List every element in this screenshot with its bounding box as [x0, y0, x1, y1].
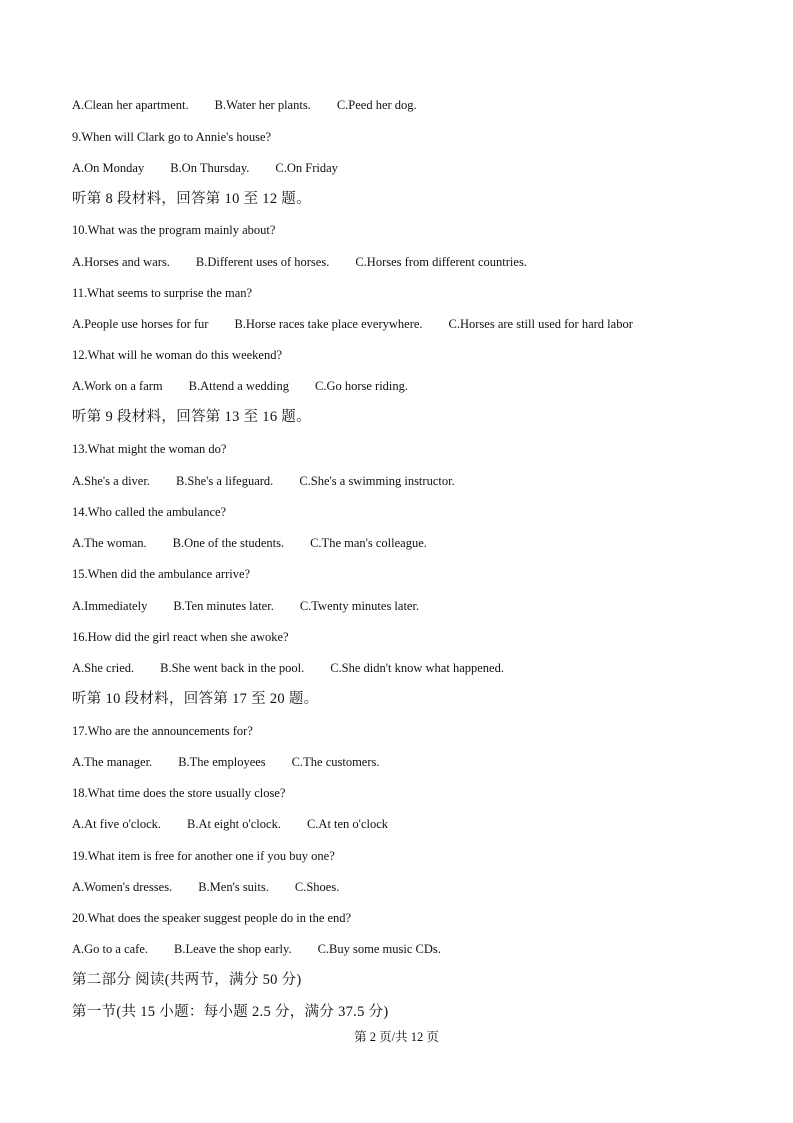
- question: 18.What time does the store usually close?: [72, 786, 286, 800]
- option: C.Buy some music CDs.: [317, 942, 441, 956]
- question: 20.What does the speaker suggest people do in the end?: [72, 911, 352, 925]
- option: C.The customers.: [291, 755, 380, 769]
- option: C.Twenty minutes later.: [299, 599, 420, 613]
- option: A.She cried.: [72, 661, 135, 675]
- section-heading: 听第 8 段材料，回答第 10 至 12 题。: [72, 191, 311, 207]
- options-row: [72, 879, 365, 895]
- question: 19.What item is free for another one if you buy one?: [72, 849, 335, 863]
- option: C.She's a swimming instructor.: [299, 474, 455, 488]
- question: 9.When will Clark go to Annie's house?: [72, 130, 272, 144]
- question: 10.What was the program mainly about?: [72, 223, 276, 237]
- options-row: [72, 378, 434, 394]
- part-heading: 第二部分 阅读(共两节，满分 50 分): [72, 972, 302, 988]
- question: 16.How did the girl react when she awoke?: [72, 630, 289, 644]
- option: A.Clean her apartment.: [72, 98, 189, 112]
- option: A.She's a diver.: [72, 474, 150, 488]
- question: 14.Who called the ambulance?: [72, 505, 227, 519]
- option: C.The man's colleague.: [310, 536, 427, 550]
- option: C.At ten o'clock: [306, 817, 389, 831]
- option: C.Horses from different countries.: [355, 255, 527, 269]
- option: A.Horses and wars.: [72, 255, 170, 269]
- option: A.The woman.: [72, 536, 147, 550]
- option: A.People use horses for fur: [72, 317, 209, 331]
- options-row: [72, 941, 467, 957]
- option: C.On Friday: [275, 161, 338, 175]
- question: 13.What might the woman do?: [72, 442, 227, 456]
- option: C.Go horse riding.: [314, 379, 409, 393]
- options-row: [72, 598, 445, 614]
- option: A.At five o'clock.: [72, 817, 162, 831]
- options-row: [72, 254, 553, 270]
- option: B.One of the students.: [172, 536, 285, 550]
- options-row: [72, 97, 443, 113]
- option: A.The manager.: [72, 755, 153, 769]
- option: B.Men's suits.: [198, 880, 269, 894]
- option: C.Shoes.: [294, 880, 340, 894]
- option: A.Go to a cafe.: [72, 942, 149, 956]
- section-heading: 听第 9 段材料，回答第 13 至 16 题。: [72, 409, 311, 425]
- option: B.Leave the shop early.: [174, 942, 292, 956]
- subsection-heading: 第一节(共 15 小题：每小题 2.5 分，满分 37.5 分): [72, 1004, 389, 1020]
- option: B.Attend a wedding: [188, 379, 289, 393]
- question: 15.When did the ambulance arrive?: [72, 567, 251, 581]
- option: B.Water her plants.: [214, 98, 311, 112]
- option: C.She didn't know what happened.: [330, 661, 504, 675]
- options-row: [72, 316, 659, 332]
- question: 12.What will he woman do this weekend?: [72, 348, 283, 362]
- question: 17.Who are the announcements for?: [72, 724, 253, 738]
- options-row: [72, 473, 481, 489]
- options-row: [72, 535, 453, 551]
- section-heading: 听第 10 段材料，回答第 17 至 20 题。: [72, 691, 319, 707]
- option: C.Horses are still used for hard labor: [448, 317, 633, 331]
- option: B.She's a lifeguard.: [175, 474, 274, 488]
- option: A.Work on a farm: [72, 379, 163, 393]
- option: B.Different uses of horses.: [195, 255, 330, 269]
- option: B.On Thursday.: [170, 161, 250, 175]
- option: C.Peed her dog.: [336, 98, 417, 112]
- option: B.The employees: [178, 755, 266, 769]
- options-row: [72, 816, 414, 832]
- question: 11.What seems to surprise the man?: [72, 286, 253, 300]
- option: B.She went back in the pool.: [160, 661, 305, 675]
- options-row: [72, 754, 406, 770]
- option: A.Immediately: [72, 599, 148, 613]
- options-row: [72, 160, 364, 176]
- options-row: [72, 660, 530, 676]
- option: B.Ten minutes later.: [173, 599, 274, 613]
- option: B.At eight o'clock.: [187, 817, 281, 831]
- page-footer: 第 2 页/共 12 页: [354, 1030, 439, 1044]
- option: B.Horse races take place everywhere.: [234, 317, 423, 331]
- option: A.On Monday: [72, 161, 145, 175]
- option: A.Women's dresses.: [72, 880, 173, 894]
